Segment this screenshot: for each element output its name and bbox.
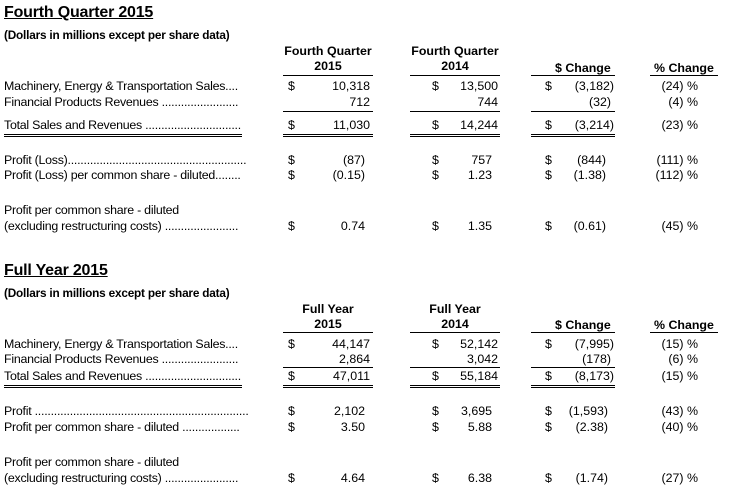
q4-dollar: $: [432, 79, 439, 93]
q4-dollar: $: [545, 79, 552, 93]
fy-total-double-rule-2: [410, 385, 500, 388]
fy-col1-header-rule: [283, 332, 373, 333]
q4-dollar: $: [288, 168, 295, 182]
q4-subtitle: (Dollars in millions except per share data): [4, 28, 230, 42]
q4-value-2015: 0.74: [340, 219, 365, 233]
fy-dollar: $: [545, 337, 552, 351]
fy-col3-header-rule: [531, 332, 615, 333]
fy-row-label: Profit per common share - diluted ..................: [4, 420, 240, 434]
fy-total-double-rule-label: [4, 385, 242, 388]
q4-col2-header: [405, 44, 505, 74]
q4-dollar: $: [288, 153, 295, 167]
q4-col2-header-line2: 2014: [441, 59, 469, 73]
fy-value-pct: (6) %: [668, 352, 698, 366]
fy-col4-header-rule: [650, 332, 718, 333]
q4-dollar: $: [432, 153, 439, 167]
q4-value-change: (0.61): [573, 219, 606, 233]
q4-col4-header-rule: [650, 75, 718, 76]
q4-row-label: Profit (Loss) per common share - diluted........: [4, 168, 241, 182]
fy-dollar: $: [432, 369, 439, 383]
q4-value-2015: (87): [342, 153, 365, 167]
fy-dollar: $: [545, 369, 552, 383]
q4-title: Fourth Quarter 2015: [4, 4, 154, 21]
q4-col2-header-line1: Fourth Quarter: [411, 44, 499, 58]
q4-dollar: $: [432, 219, 439, 233]
fy-value-change: (1.74): [575, 471, 608, 485]
q4-dollar: $: [288, 118, 295, 132]
fy-col2-header-line1: Full Year: [429, 302, 481, 316]
fy-title: Full Year 2015: [4, 262, 108, 279]
fy-row-label: (excluding restructuring costs) .......................: [4, 471, 239, 485]
fy-dollar: $: [288, 471, 295, 485]
q4-value-2014: 757: [471, 153, 492, 167]
q4-col1-header: [278, 44, 378, 74]
q4-value-2015: (0.15): [332, 168, 365, 182]
fy-value-change: (7,995): [574, 337, 614, 351]
fy-subtotal-rule-2: [410, 367, 500, 368]
fy-value-2015: 44,147: [332, 337, 370, 351]
fy-col4-header: % Change: [654, 318, 714, 332]
q4-value-2014: 744: [477, 95, 498, 109]
q4-dollar: $: [545, 153, 552, 167]
q4-col1-header-line2: 2015: [314, 59, 342, 73]
q4-dollar: $: [545, 168, 552, 182]
q4-col1-header-line1: Fourth Quarter: [284, 44, 372, 58]
q4-col1-header-rule: [283, 75, 373, 76]
q4-dollar: $: [545, 219, 552, 233]
q4-value-2015: 10,318: [332, 79, 370, 93]
fy-value-pct: (43) %: [661, 404, 698, 418]
q4-total-double-rule-label: [4, 134, 242, 137]
q4-col3-header: $ Change: [555, 61, 611, 75]
fy-row-label: Financial Products Revenues ........................: [4, 352, 239, 366]
fy-dollar: $: [545, 471, 552, 485]
fy-col2-header: [405, 302, 505, 332]
q4-value-change: (32): [588, 95, 611, 109]
q4-row-label: Machinery, Energy & Transportation Sales....: [4, 79, 238, 93]
fy-col2-header-line2: 2014: [441, 317, 469, 331]
fy-col1-header: [278, 302, 378, 332]
fy-value-2014: 5.88: [467, 420, 492, 434]
q4-value-pct: (4) %: [668, 95, 698, 109]
fy-value-2014: 6.38: [467, 471, 492, 485]
q4-value-pct: (23) %: [661, 118, 698, 132]
fy-value-2015: 47,011: [333, 369, 370, 383]
q4-dollar: $: [432, 168, 439, 182]
q4-value-2014: 1.23: [467, 168, 492, 182]
q4-value-2015: 11,030: [333, 118, 370, 132]
fy-total-double-rule-1: [283, 385, 373, 388]
q4-value-change: (844): [577, 153, 606, 167]
fy-total-double-rule-3: [531, 385, 615, 388]
fy-row-label: Machinery, Energy & Transportation Sales....: [4, 337, 238, 351]
q4-value-pct: (112) %: [655, 168, 698, 182]
fy-value-change: (1,593): [568, 404, 608, 418]
q4-total-double-rule-2: [410, 134, 500, 137]
fy-dollar: $: [432, 337, 439, 351]
q4-row-label: Profit (Loss)........................................................: [4, 153, 247, 167]
fy-dollar: $: [288, 420, 295, 434]
fy-col2-header-rule: [410, 332, 500, 333]
q4-row-label-line1: Profit per common share - diluted: [4, 203, 179, 217]
fy-subtitle: (Dollars in millions except per share data): [4, 286, 230, 300]
q4-value-change: (3,182): [574, 79, 614, 93]
fy-dollar: $: [432, 404, 439, 418]
fy-value-2015: 2,864: [338, 352, 370, 366]
fy-value-change: (2.38): [575, 420, 608, 434]
fy-value-2014: 3,695: [460, 404, 492, 418]
fy-value-2014: 52,142: [460, 337, 498, 351]
q4-col4-header: % Change: [654, 61, 714, 75]
q4-value-2015: 712: [349, 95, 370, 109]
q4-dollar: $: [288, 219, 295, 233]
q4-dollar: $: [288, 79, 295, 93]
fy-dollar: $: [545, 420, 552, 434]
q4-col2-header-rule: [410, 75, 500, 76]
fy-value-2015: 2,102: [333, 404, 365, 418]
fy-value-change: (178): [582, 352, 611, 366]
q4-value-pct: (45) %: [661, 219, 698, 233]
fy-dollar: $: [432, 471, 439, 485]
q4-row-label: Total Sales and Revenues ..............................: [4, 118, 241, 132]
fy-subtotal-rule-3: [531, 367, 615, 368]
fy-value-2014: 3,042: [466, 352, 498, 366]
fy-value-pct: (15) %: [661, 369, 698, 383]
fy-row-label: Total Sales and Revenues ..............................: [4, 369, 241, 383]
fy-col1-header-line1: Full Year: [302, 302, 354, 316]
q4-col3-header-rule: [531, 75, 615, 76]
fy-value-2015: 4.64: [340, 471, 365, 485]
q4-value-change: (1.38): [573, 168, 606, 182]
fy-value-change: (8,173): [574, 369, 614, 383]
q4-value-pct: (24) %: [661, 79, 698, 93]
fy-value-2014: 55,184: [460, 369, 498, 383]
fy-value-pct: (40) %: [661, 420, 698, 434]
q4-dollar: $: [545, 118, 552, 132]
fy-dollar: $: [545, 404, 552, 418]
q4-row-label: Financial Products Revenues ........................: [4, 95, 239, 109]
fy-dollar: $: [288, 369, 295, 383]
q4-subtotal-rule-3: [531, 111, 615, 112]
fy-col1-header-line2: 2015: [314, 317, 342, 331]
fy-value-pct: (27) %: [661, 471, 698, 485]
q4-total-double-rule-1: [283, 134, 373, 137]
q4-value-2014: 1.35: [467, 219, 492, 233]
fy-subtotal-rule-1: [283, 367, 373, 368]
q4-dollar: $: [432, 118, 439, 132]
q4-value-2014: 13,500: [460, 79, 498, 93]
q4-value-pct: (111) %: [656, 153, 698, 167]
q4-value-change: (3,214): [574, 118, 614, 132]
fy-dollar: $: [288, 404, 295, 418]
fy-row-label: Profit ...................................................................: [4, 404, 249, 418]
q4-subtotal-rule-2: [410, 111, 500, 112]
fy-value-pct: (15) %: [661, 337, 698, 351]
q4-row-label: (excluding restructuring costs) .......................: [4, 219, 239, 233]
fy-dollar: $: [432, 420, 439, 434]
fy-row-label-line1: Profit per common share - diluted: [4, 455, 179, 469]
fy-dollar: $: [288, 337, 295, 351]
fy-value-2015: 3.50: [340, 420, 365, 434]
q4-subtotal-rule-1: [283, 111, 373, 112]
q4-value-2014: 14,244: [460, 118, 498, 132]
q4-total-double-rule-3: [531, 134, 615, 137]
fy-col3-header: $ Change: [555, 318, 611, 332]
